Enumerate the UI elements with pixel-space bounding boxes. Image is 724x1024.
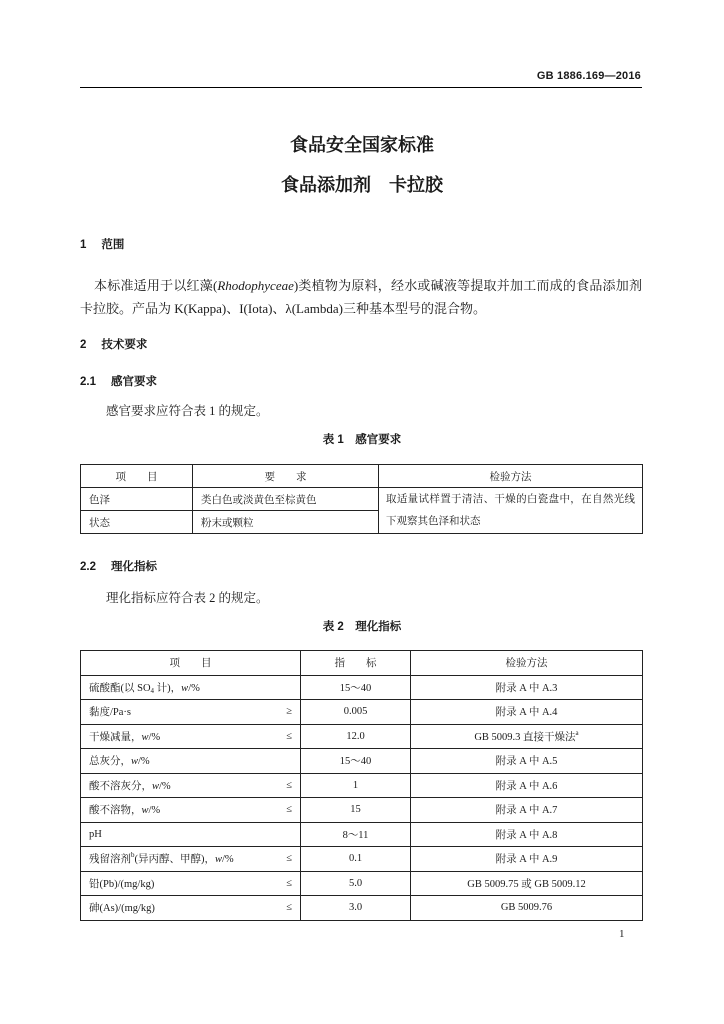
test-method-cell [411, 871, 643, 896]
test-method: 附录 A 中 A.3 [495, 682, 558, 694]
taxon-name: Rhodophyceae [217, 278, 294, 293]
item-label [89, 851, 234, 866]
table-row [81, 700, 643, 725]
test-method-cell [411, 847, 643, 872]
section-title: 范围 [101, 239, 125, 251]
sensory-requirement-text: 感官要求应符合表 1 的规定。 [106, 404, 269, 418]
test-method: 附录 A 中 A.5 [495, 756, 558, 768]
limit-sign: ≤ [286, 902, 292, 914]
physicochemical-table [80, 650, 643, 921]
item-wrap [89, 680, 292, 695]
test-method: 附录 A 中 A.6 [495, 780, 558, 792]
item-name: 残留溶剂 [89, 854, 131, 866]
table-2-body [81, 675, 643, 920]
limit-sign: ≤ [286, 779, 292, 791]
item-wrap [89, 876, 292, 891]
item-name: 干燥减量， [89, 731, 142, 743]
test-method-cell [411, 724, 643, 749]
item-cell: 状态 [81, 511, 193, 534]
test-method-cell: 取适量试样置于清洁、干燥的白瓷盘中，在自然光线下观察其色泽和状态 [379, 488, 643, 534]
table-header-row [81, 651, 643, 676]
item-unit: /% [222, 854, 234, 866]
column-header-item: 项 目 [81, 465, 193, 488]
section-title: 理化指标 [111, 561, 157, 573]
item-label [89, 900, 155, 915]
item-name-rest: (异丙醇、甲醇)， [134, 854, 215, 866]
item-name: 铅(Pb)/(mg/kg) [89, 878, 155, 890]
item-label [89, 680, 200, 695]
requirement-cell: 粉末或颗粒 [193, 511, 379, 534]
item-wrap [89, 802, 292, 817]
item-subscript: 4 [150, 686, 155, 695]
header-rule [80, 87, 642, 88]
standard-number: GB 1886.169—2016 [536, 70, 641, 82]
limit-value-cell: 0.1 [301, 847, 411, 872]
item-wrap [89, 900, 292, 915]
table-row [81, 675, 643, 700]
paragraph-text: )类植物为原料，经水或碱液等提取并加工而成的食品添加剂卡拉胶。产品为 K(Kappa)、I(Iota)、λ(Lambda)三种基本型号的混合物。 [80, 278, 642, 316]
item-wrap [89, 851, 292, 866]
test-method-cell [411, 749, 643, 774]
item-unit: /% [188, 682, 200, 694]
quantity-symbol: w [215, 854, 223, 866]
section-heading-scope [80, 238, 124, 252]
column-header-test-method: 检验方法 [411, 651, 643, 676]
item-unit: /% [159, 780, 171, 792]
item-cell [81, 871, 301, 896]
section-heading-technical-requirements [80, 338, 147, 352]
table-row [81, 749, 643, 774]
table-row [81, 773, 643, 798]
column-header-test-method: 检验方法 [379, 465, 643, 488]
section-heading-sensory [80, 375, 157, 389]
item-wrap [89, 778, 292, 793]
test-method-cell [411, 675, 643, 700]
test-method-cell [411, 822, 643, 847]
table-row [81, 798, 643, 823]
test-method-cell [411, 773, 643, 798]
limit-value-cell: 5.0 [301, 871, 411, 896]
quantity-symbol: w [152, 780, 160, 792]
section-heading-physicochemical [80, 560, 157, 574]
item-name: 总灰分， [89, 756, 131, 768]
item-cell [81, 896, 301, 921]
item-label [89, 829, 102, 840]
column-header-requirement: 要 求 [193, 465, 379, 488]
limit-sign: ≥ [286, 706, 292, 718]
item-unit: /% [148, 731, 161, 743]
item-wrap [89, 729, 292, 744]
requirement-cell: 类白色或淡黄色至棕黄色 [193, 488, 379, 511]
item-cell [81, 773, 301, 798]
scope-paragraph [80, 274, 642, 320]
sensory-table [80, 464, 643, 534]
footnote-marker: b [131, 851, 135, 860]
test-method: 附录 A 中 A.8 [495, 829, 558, 841]
test-method: 附录 A 中 A.9 [495, 854, 558, 866]
item-name-rest: 计)， [154, 682, 182, 694]
section-number: 2 [80, 339, 87, 351]
item-unit: /% [138, 756, 150, 768]
item-cell [81, 749, 301, 774]
table-row [81, 871, 643, 896]
limit-value-cell: 8～11 [301, 822, 411, 847]
item-cell [81, 847, 301, 872]
test-method-cell [411, 896, 643, 921]
table-row [81, 488, 643, 511]
limit-sign: ≤ [286, 804, 292, 816]
limit-value-cell: 3.0 [301, 896, 411, 921]
item-label [89, 778, 171, 793]
limit-value-cell: 15 [301, 798, 411, 823]
item-name: 酸不溶灰分， [89, 780, 152, 792]
item-label [89, 704, 131, 719]
footnote-marker: a [575, 728, 579, 737]
limit-value-cell: 0.005 [301, 700, 411, 725]
limit-value-cell: 15～40 [301, 749, 411, 774]
section-title: 感官要求 [111, 376, 157, 388]
test-method: 附录 A 中 A.7 [495, 805, 558, 817]
item-wrap [89, 829, 292, 840]
item-label [89, 876, 154, 891]
item-name: 砷(As)/(mg/kg) [89, 903, 155, 915]
quantity-symbol: w [181, 682, 189, 694]
item-label [89, 802, 160, 817]
item-wrap [89, 704, 292, 719]
table-2-caption: 表 2 理化指标 [322, 621, 402, 633]
item-label [89, 729, 160, 744]
document-subtitle: 食品添加剂 卡拉胶 [281, 175, 443, 195]
table-row [81, 896, 643, 921]
limit-sign: ≤ [286, 730, 292, 742]
limit-sign: ≤ [286, 853, 292, 865]
section-number: 2.2 [80, 561, 96, 573]
table-row [81, 847, 643, 872]
test-method-cell [411, 798, 643, 823]
item-unit: /% [148, 805, 161, 817]
table-header-row [81, 465, 643, 488]
item-name: 黏度/Pa·s [89, 707, 131, 719]
test-method: 附录 A 中 A.4 [495, 707, 558, 719]
item-wrap [89, 753, 292, 768]
item-name: pH [89, 828, 102, 840]
page-number: 1 [619, 928, 625, 940]
paragraph-text: 本标准适用于以红藻( [94, 278, 218, 293]
table-row [81, 724, 643, 749]
quantity-symbol: w [141, 731, 149, 743]
column-header-item: 项 目 [81, 651, 301, 676]
item-name: 硫酸酯(以 SO [89, 682, 151, 694]
quantity-symbol: w [141, 805, 149, 817]
test-method: GB 5009.75 或 GB 5009.12 [467, 878, 586, 890]
limit-value-cell: 12.0 [301, 724, 411, 749]
item-name: 酸不溶物， [89, 805, 142, 817]
test-method: GB 5009.76 [500, 902, 553, 914]
document-title: 食品安全国家标准 [290, 135, 434, 155]
test-method: GB 5009.3 直接干燥法 [474, 731, 576, 743]
limit-value-cell: 15～40 [301, 675, 411, 700]
limit-sign: ≤ [286, 877, 292, 889]
table-1-caption: 表 1 感官要求 [322, 434, 402, 446]
item-cell [81, 724, 301, 749]
item-cell [81, 798, 301, 823]
column-header-index: 指 标 [301, 651, 411, 676]
section-title: 技术要求 [101, 339, 148, 351]
item-label [89, 753, 150, 768]
item-cell: 色泽 [81, 488, 193, 511]
quantity-symbol: w [131, 756, 139, 768]
section-number: 2.1 [80, 376, 96, 388]
item-cell [81, 822, 301, 847]
table-row [81, 822, 643, 847]
test-method-cell [411, 700, 643, 725]
limit-value-cell: 1 [301, 773, 411, 798]
item-cell [81, 700, 301, 725]
item-cell [81, 675, 301, 700]
physicochemical-requirement-text: 理化指标应符合表 2 的规定。 [106, 591, 269, 605]
section-number: 1 [80, 239, 87, 251]
